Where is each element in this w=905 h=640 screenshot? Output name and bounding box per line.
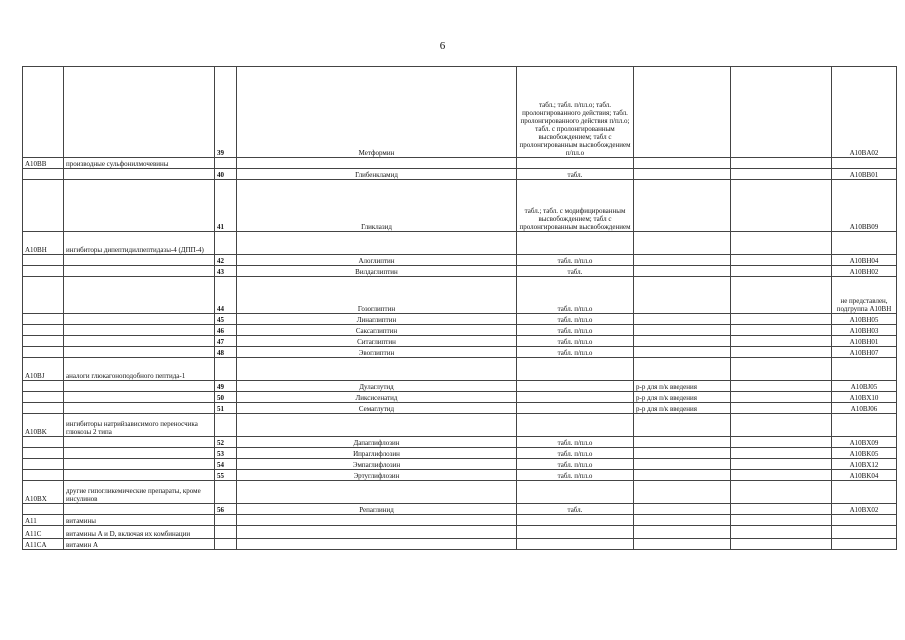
row-extra (731, 358, 832, 381)
row-number: 50 (215, 392, 237, 403)
row-code: A10BH (23, 232, 64, 255)
row-atc-code: A10BH04 (832, 255, 897, 266)
row-group (64, 255, 215, 266)
row-code: A10BK (23, 414, 64, 437)
row-group (64, 448, 215, 459)
row-extra (731, 392, 832, 403)
row-dosage-form: табл. (517, 169, 634, 180)
row-atc-code (832, 358, 897, 381)
row-dosage-form (517, 381, 634, 392)
row-drug-name: Глибенкламид (237, 169, 517, 180)
row-extra (731, 266, 832, 277)
row-atc-code: A10BX09 (832, 437, 897, 448)
row-dosage-form-injection: р-р для п/к введения (634, 381, 731, 392)
row-drug-name (237, 539, 517, 550)
row-code (23, 169, 64, 180)
row-dosage-form: табл. п/пл.о (517, 325, 634, 336)
row-extra (731, 255, 832, 266)
row-number (215, 358, 237, 381)
row-code: A10BB (23, 158, 64, 169)
row-group (64, 266, 215, 277)
row-extra (731, 403, 832, 414)
row-number: 41 (215, 180, 237, 232)
row-dosage-form-injection (634, 255, 731, 266)
row-extra (731, 515, 832, 526)
row-drug-name: Семаглутид (237, 403, 517, 414)
row-number: 46 (215, 325, 237, 336)
row-extra (731, 180, 832, 232)
row-atc-code: A10BH02 (832, 266, 897, 277)
row-drug-name: Метформин (237, 67, 517, 158)
table-row (23, 504, 897, 515)
table-row (23, 403, 897, 414)
row-code (23, 381, 64, 392)
row-atc-code: A10BX02 (832, 504, 897, 515)
table-row (23, 381, 897, 392)
drug-table (22, 66, 897, 550)
table-row (23, 526, 897, 539)
row-extra (731, 158, 832, 169)
row-dosage-form (517, 526, 634, 539)
row-drug-name: Гозоглиптин (237, 277, 517, 314)
row-group: ингибиторы дипептидилпептидазы-4 (ДПП-4) (64, 232, 215, 255)
row-extra (731, 169, 832, 180)
row-drug-name (237, 158, 517, 169)
row-dosage-form: табл. п/пл.о (517, 470, 634, 481)
row-drug-name: Гликлазид (237, 180, 517, 232)
row-group (64, 180, 215, 232)
row-group (64, 459, 215, 470)
row-dosage-form: табл. п/пл.о (517, 255, 634, 266)
row-number: 48 (215, 347, 237, 358)
row-drug-name: Алоглиптин (237, 255, 517, 266)
row-code (23, 403, 64, 414)
row-drug-name (237, 232, 517, 255)
row-dosage-form-injection (634, 515, 731, 526)
row-dosage-form-injection (634, 414, 731, 437)
row-group (64, 277, 215, 314)
row-dosage-form (517, 358, 634, 381)
row-drug-name: Дулаглутид (237, 381, 517, 392)
row-code (23, 347, 64, 358)
row-number: 39 (215, 67, 237, 158)
table-row (23, 325, 897, 336)
row-drug-name (237, 358, 517, 381)
table-row (23, 336, 897, 347)
row-group (64, 325, 215, 336)
row-dosage-form-injection (634, 470, 731, 481)
row-extra (731, 448, 832, 459)
row-atc-code: A10BH03 (832, 325, 897, 336)
row-drug-name (237, 414, 517, 437)
row-atc-code: A10BX12 (832, 459, 897, 470)
row-code: A10BX (23, 481, 64, 504)
row-extra (731, 67, 832, 158)
row-atc-code: A10BJ05 (832, 381, 897, 392)
row-dosage-form-injection (634, 336, 731, 347)
row-dosage-form-injection (634, 67, 731, 158)
row-number: 52 (215, 437, 237, 448)
row-dosage-form-injection (634, 504, 731, 515)
row-atc-code (832, 232, 897, 255)
row-number: 40 (215, 169, 237, 180)
row-atc-code: A10BH05 (832, 314, 897, 325)
row-dosage-form: табл. п/пл.о (517, 336, 634, 347)
row-number: 42 (215, 255, 237, 266)
table-row (23, 358, 897, 381)
row-drug-name: Эртуглифлозин (237, 470, 517, 481)
row-group (64, 347, 215, 358)
row-drug-name: Эвоглиптин (237, 347, 517, 358)
row-group: другие гипогликемические препараты, кроме инсулинов (64, 481, 215, 504)
row-atc-code (832, 526, 897, 539)
table-body (23, 67, 897, 550)
row-dosage-form-injection (634, 169, 731, 180)
row-group (64, 67, 215, 158)
row-code: A11C (23, 526, 64, 539)
row-group (64, 314, 215, 325)
row-code (23, 448, 64, 459)
row-number: 44 (215, 277, 237, 314)
table-row (23, 515, 897, 526)
row-dosage-form-injection (634, 347, 731, 358)
row-number: 47 (215, 336, 237, 347)
row-atc-code: A10BB01 (832, 169, 897, 180)
row-dosage-form: табл. п/пл.о (517, 448, 634, 459)
row-atc-code: A10BB09 (832, 180, 897, 232)
row-dosage-form (517, 403, 634, 414)
row-number (215, 539, 237, 550)
table-row (23, 459, 897, 470)
row-drug-name: Дапаглифлозин (237, 437, 517, 448)
row-code (23, 459, 64, 470)
row-dosage-form-injection (634, 358, 731, 381)
row-number: 54 (215, 459, 237, 470)
row-atc-code: A10BA02 (832, 67, 897, 158)
row-dosage-form-injection (634, 325, 731, 336)
row-atc-code (832, 481, 897, 504)
row-code: A11CA (23, 539, 64, 550)
row-dosage-form (517, 515, 634, 526)
row-drug-name: Эмпаглифлозин (237, 459, 517, 470)
row-extra (731, 381, 832, 392)
row-number (215, 158, 237, 169)
row-atc-code: не представлен, подгруппа A10BH (832, 277, 897, 314)
row-code (23, 266, 64, 277)
row-dosage-form (517, 539, 634, 550)
row-code (23, 325, 64, 336)
table-row (23, 314, 897, 325)
row-drug-name: Репаглинид (237, 504, 517, 515)
row-group (64, 336, 215, 347)
row-atc-code: A10BJ06 (832, 403, 897, 414)
table-row (23, 481, 897, 504)
row-dosage-form: табл. п/пл.о (517, 314, 634, 325)
row-number (215, 526, 237, 539)
row-extra (731, 504, 832, 515)
row-dosage-form: табл. (517, 504, 634, 515)
row-atc-code: A10BH07 (832, 347, 897, 358)
table-row (23, 158, 897, 169)
row-drug-name (237, 515, 517, 526)
row-group (64, 437, 215, 448)
row-group (64, 504, 215, 515)
row-code (23, 314, 64, 325)
row-dosage-form-injection (634, 180, 731, 232)
row-extra (731, 539, 832, 550)
row-code: A11 (23, 515, 64, 526)
table-row (23, 448, 897, 459)
row-extra (731, 414, 832, 437)
row-group: аналоги глюкагоноподобного пептида-1 (64, 358, 215, 381)
row-number: 51 (215, 403, 237, 414)
table-row (23, 539, 897, 550)
row-atc-code (832, 515, 897, 526)
row-dosage-form: табл. (517, 266, 634, 277)
row-dosage-form-injection (634, 158, 731, 169)
row-group (64, 392, 215, 403)
row-group: ингибиторы натрийзависимого переносчика глюкозы 2 типа (64, 414, 215, 437)
table-row (23, 180, 897, 232)
row-number: 56 (215, 504, 237, 515)
row-dosage-form-injection (634, 526, 731, 539)
row-code: A10BJ (23, 358, 64, 381)
row-atc-code: A10BK05 (832, 448, 897, 459)
row-dosage-form: табл. п/пл.о (517, 437, 634, 448)
row-drug-name: Ликсисенатид (237, 392, 517, 403)
table-row (23, 414, 897, 437)
row-atc-code: A10BH01 (832, 336, 897, 347)
row-extra (731, 459, 832, 470)
row-extra (731, 470, 832, 481)
table-row (23, 392, 897, 403)
row-dosage-form (517, 232, 634, 255)
row-number (215, 481, 237, 504)
row-drug-name: Линаглиптин (237, 314, 517, 325)
row-number: 43 (215, 266, 237, 277)
row-code (23, 255, 64, 266)
row-code (23, 504, 64, 515)
row-dosage-form-injection (634, 232, 731, 255)
table-row (23, 347, 897, 358)
row-dosage-form (517, 414, 634, 437)
row-drug-name: Ипраглифлозин (237, 448, 517, 459)
row-number (215, 515, 237, 526)
row-group: производные сульфонилмочевины (64, 158, 215, 169)
table-row (23, 277, 897, 314)
row-code (23, 470, 64, 481)
row-dosage-form-injection (634, 266, 731, 277)
row-number (215, 414, 237, 437)
row-dosage-form: табл. п/пл.о (517, 459, 634, 470)
row-extra (731, 437, 832, 448)
row-code (23, 336, 64, 347)
row-dosage-form: табл. п/пл.о (517, 277, 634, 314)
row-dosage-form-injection (634, 277, 731, 314)
row-code (23, 392, 64, 403)
row-code (23, 180, 64, 232)
row-dosage-form: табл.; табл. с модифицированным высвобождением; табл с пролонгированным высвобождением (517, 180, 634, 232)
row-drug-name: Вилдаглиптин (237, 266, 517, 277)
row-atc-code (832, 158, 897, 169)
row-extra (731, 347, 832, 358)
row-extra (731, 526, 832, 539)
row-dosage-form-injection (634, 459, 731, 470)
row-extra (731, 325, 832, 336)
table-row (23, 437, 897, 448)
row-extra (731, 314, 832, 325)
row-dosage-form-injection (634, 448, 731, 459)
row-number: 55 (215, 470, 237, 481)
row-dosage-form-injection: р-р для п/к введения (634, 403, 731, 414)
row-group (64, 381, 215, 392)
table-row (23, 470, 897, 481)
row-group (64, 169, 215, 180)
row-drug-name (237, 526, 517, 539)
row-dosage-form: табл. п/пл.о (517, 347, 634, 358)
row-dosage-form (517, 392, 634, 403)
row-atc-code: A10BK04 (832, 470, 897, 481)
row-group: витамины A и D, включая их комбинации (64, 526, 215, 539)
row-dosage-form-injection: р-р для п/к введения (634, 392, 731, 403)
row-atc-code: A10BX10 (832, 392, 897, 403)
row-group: витамин A (64, 539, 215, 550)
row-drug-name: Саксаглиптин (237, 325, 517, 336)
row-extra (731, 232, 832, 255)
row-dosage-form (517, 481, 634, 504)
table-row (23, 266, 897, 277)
row-atc-code (832, 414, 897, 437)
row-number: 45 (215, 314, 237, 325)
row-dosage-form-injection (634, 539, 731, 550)
row-code (23, 277, 64, 314)
row-group: витамины (64, 515, 215, 526)
row-dosage-form-injection (634, 481, 731, 504)
row-group (64, 470, 215, 481)
row-drug-name (237, 481, 517, 504)
row-dosage-form-injection (634, 314, 731, 325)
row-dosage-form: табл.; табл. п/пл.о; табл. пролонгированного действия; табл. пролонгированного действия п/пл.о; табл. с пролонгированным высвобождением; табл с пролонгированным высвобождением п/пл.о (517, 67, 634, 158)
page-number: 6 (439, 40, 446, 52)
row-extra (731, 277, 832, 314)
row-drug-name: Ситаглиптин (237, 336, 517, 347)
row-atc-code (832, 539, 897, 550)
row-extra (731, 336, 832, 347)
table-row (23, 232, 897, 255)
table-row (23, 169, 897, 180)
row-number: 53 (215, 448, 237, 459)
row-dosage-form-injection (634, 437, 731, 448)
row-code (23, 67, 64, 158)
row-number (215, 232, 237, 255)
row-code (23, 437, 64, 448)
row-dosage-form (517, 158, 634, 169)
row-number: 49 (215, 381, 237, 392)
table-row (23, 255, 897, 266)
table-row (23, 67, 897, 158)
row-extra (731, 481, 832, 504)
row-group (64, 403, 215, 414)
